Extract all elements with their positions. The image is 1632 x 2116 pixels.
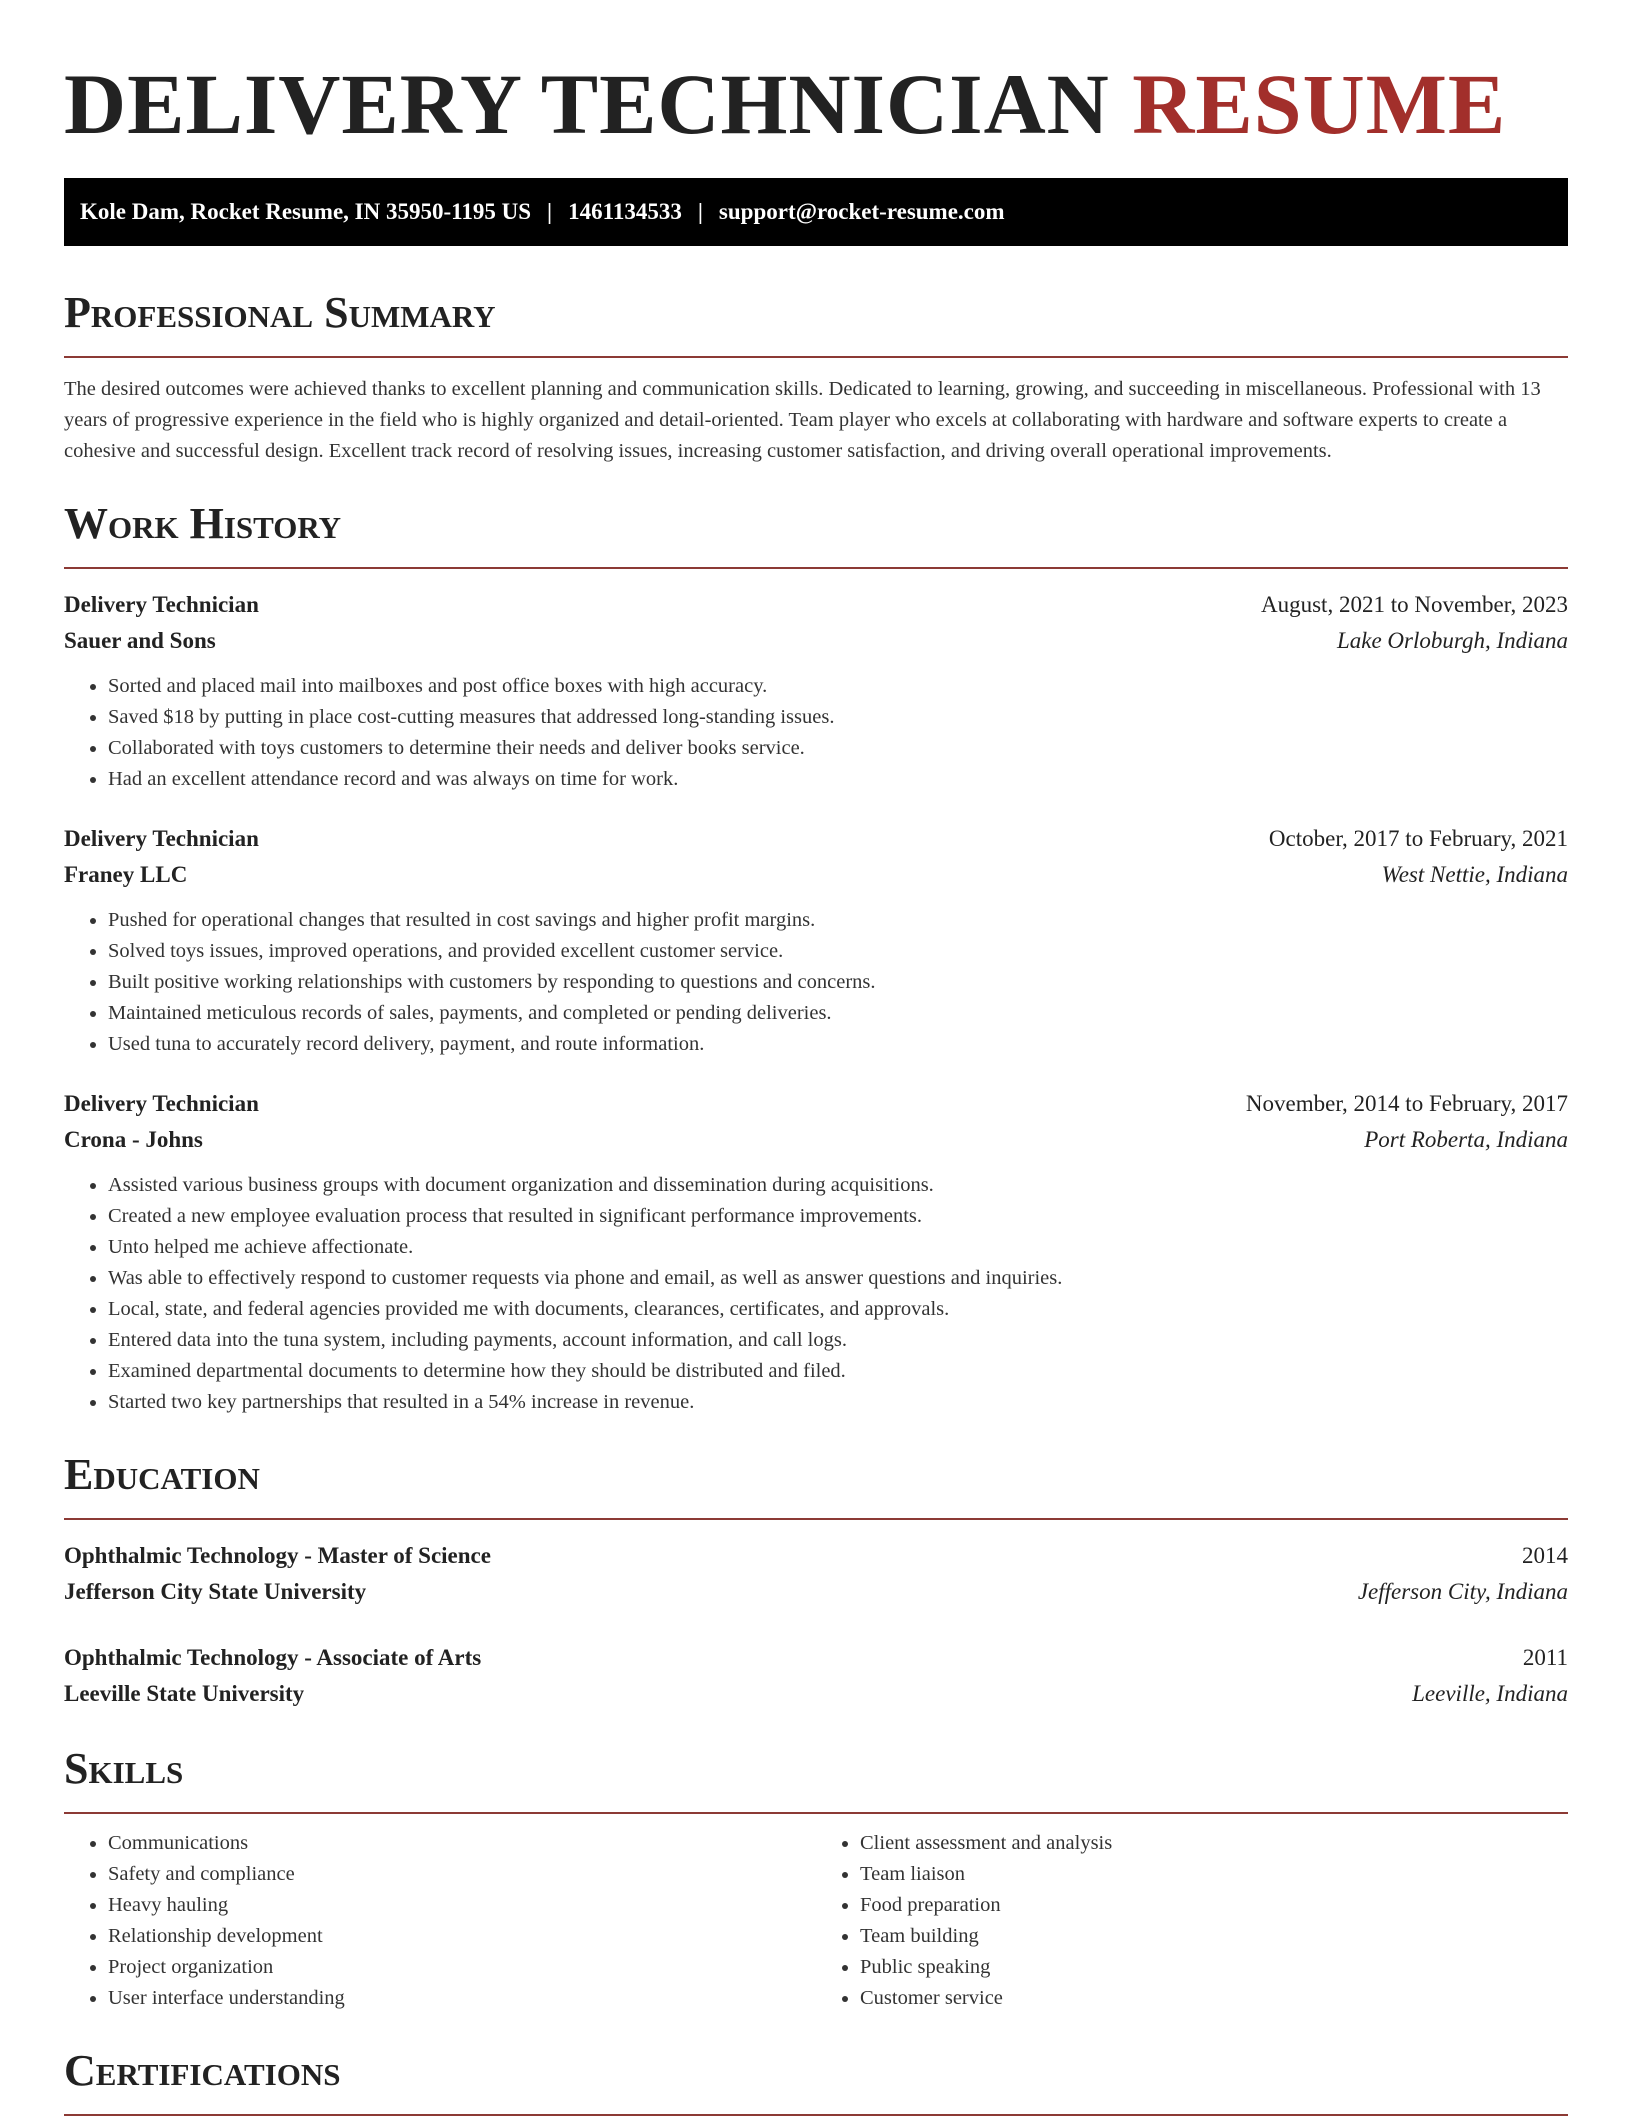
resume-title — [64, 0, 1568, 154]
skills-left-list — [64, 1828, 816, 2014]
education-year: 2014 — [1522, 1543, 1568, 1568]
job-location: Port Roberta, Indiana — [1364, 1127, 1568, 1152]
education-degree: Ophthalmic Technology - Master of Science — [64, 1543, 491, 1568]
job-bullet: • Built positive working relationships with customers by responding to questions and concerns. — [108, 967, 1568, 998]
education-heading: Education — [64, 1448, 1568, 1520]
education-school: Leeville State University — [64, 1681, 305, 1706]
education-location: Leeville, Indiana — [1412, 1681, 1568, 1706]
job-bullet: • Local, state, and federal agencies provided me with documents, clearances, certificates, and approvals. — [108, 1294, 1568, 1325]
education-degree-row — [64, 1538, 1568, 1574]
contact-separator: | — [697, 199, 703, 224]
skill-item: • Team building — [860, 1921, 1568, 1952]
certifications-section — [64, 2044, 1568, 2116]
job-title-row — [64, 587, 1568, 623]
certifications-heading: Certifications — [64, 2044, 1568, 2116]
title-accent: RESUME — [1132, 56, 1507, 152]
skill-item: • Customer service — [860, 1983, 1568, 2014]
job-bullet: • Assisted various business groups with document organization and dissemination during acquisitions. — [108, 1170, 1568, 1201]
education-entry — [64, 1640, 1568, 1712]
education-school-row — [64, 1574, 1568, 1610]
job-location: West Nettie, Indiana — [1381, 862, 1568, 887]
job-entry — [64, 587, 1568, 795]
education-entry — [64, 1538, 1568, 1610]
job-bullets — [64, 905, 1568, 1060]
job-title: Delivery Technician — [64, 1091, 259, 1116]
job-entry — [64, 821, 1568, 1060]
job-company-row — [64, 1122, 1568, 1158]
skills-heading: Skills — [64, 1742, 1568, 1814]
job-entry — [64, 1086, 1568, 1418]
skill-item: • Relationship development — [108, 1921, 816, 1952]
education-year: 2011 — [1522, 1645, 1568, 1670]
job-company: Crona - Johns — [64, 1127, 203, 1152]
job-bullet: • Entered data into the tuna system, including payments, account information, and call logs. — [108, 1325, 1568, 1356]
job-dates: October, 2017 to February, 2021 — [1268, 826, 1568, 851]
job-bullets — [64, 1170, 1568, 1418]
contact-address: Kole Dam, Rocket Resume, IN 35950-1195 US — [80, 199, 532, 224]
job-title: Delivery Technician — [64, 592, 259, 617]
job-title-row — [64, 821, 1568, 857]
job-bullet: • Unto helped me achieve affectionate. — [108, 1232, 1568, 1263]
job-company-row — [64, 623, 1568, 659]
summary-text: The desired outcomes were achieved thanks to excellent planning and communication skills. Dedicated to learning, growing, and succeeding in miscellaneous. Professional with 13 years of progressive experience in the field who is highly organized and detail-oriented. Team player who excels at collaborating with hardware and software experts to create a cohesive and successful design. Excellent track record of resolving issues, increasing customer satisfaction, and driving overall operational improvements. — [64, 378, 1541, 462]
title-main: DELIVERY TECHNICIAN — [64, 56, 1110, 152]
skill-item: • User interface understanding — [108, 1983, 816, 2014]
contact-email: support@rocket-resume.com — [718, 199, 1005, 224]
job-title-row — [64, 1086, 1568, 1122]
job-bullet: • Started two key partnerships that resulted in a 54% increase in revenue. — [108, 1387, 1568, 1418]
skill-item: • Communications — [108, 1828, 816, 1859]
job-bullet: • Had an excellent attendance record and was always on time for work. — [108, 764, 1568, 795]
job-bullet: • Sorted and placed mail into mailboxes and post office boxes with high accuracy. — [108, 671, 1568, 702]
contact-bar — [64, 178, 1568, 246]
job-title: Delivery Technician — [64, 826, 259, 851]
education-school: Jefferson City State University — [64, 1579, 367, 1604]
skills-section — [64, 1742, 1568, 2014]
job-company: Franey LLC — [64, 862, 188, 887]
education-section — [64, 1448, 1568, 1712]
job-company: Sauer and Sons — [64, 628, 216, 653]
skill-item: • Public speaking — [860, 1952, 1568, 1983]
education-school-row — [64, 1676, 1568, 1712]
job-bullet: • Saved $18 by putting in place cost-cutting measures that addressed long-standing issues. — [108, 702, 1568, 733]
job-bullet: • Maintained meticulous records of sales, payments, and completed or pending deliveries. — [108, 998, 1568, 1029]
contact-separator: | — [547, 199, 553, 224]
education-degree-row — [64, 1640, 1568, 1676]
skill-item: • Food preparation — [860, 1890, 1568, 1921]
job-dates: August, 2021 to November, 2023 — [1261, 592, 1568, 617]
job-bullet: • Used tuna to accurately record delivery, payment, and route information. — [108, 1029, 1568, 1060]
job-bullets — [64, 671, 1568, 795]
skill-item: • Team liaison — [860, 1859, 1568, 1890]
job-location: Lake Orloburgh, Indiana — [1336, 628, 1568, 653]
summary-section — [64, 286, 1568, 467]
job-bullet: • Created a new employee evaluation process that resulted in significant performance improvements. — [108, 1201, 1568, 1232]
education-location: Jefferson City, Indiana — [1357, 1579, 1568, 1604]
skill-item: • Project organization — [108, 1952, 816, 1983]
skills-columns — [64, 1828, 1568, 2014]
skills-right-list — [816, 1828, 1568, 2014]
job-company-row — [64, 857, 1568, 893]
education-degree: Ophthalmic Technology - Associate of Arts — [64, 1645, 482, 1670]
contact-phone: 1461134533 — [568, 199, 682, 224]
work-history-heading: Work History — [64, 497, 1568, 569]
work-history-section — [64, 497, 1568, 1418]
summary-heading: Professional Summary — [64, 286, 1568, 358]
job-bullet: • Examined departmental documents to determine how they should be distributed and filed. — [108, 1356, 1568, 1387]
skill-item: • Safety and compliance — [108, 1859, 816, 1890]
job-bullet: • Pushed for operational changes that resulted in cost savings and higher profit margins. — [108, 905, 1568, 936]
skill-item: • Heavy hauling — [108, 1890, 816, 1921]
job-dates: November, 2014 to February, 2017 — [1245, 1091, 1568, 1116]
job-bullet: • Was able to effectively respond to customer requests via phone and email, as well as answer questions and inquiries. — [108, 1263, 1568, 1294]
job-bullet: • Collaborated with toys customers to determine their needs and deliver books service. — [108, 733, 1568, 764]
job-bullet: • Solved toys issues, improved operations, and provided excellent customer service. — [108, 936, 1568, 967]
skill-item: • Client assessment and analysis — [860, 1828, 1568, 1859]
